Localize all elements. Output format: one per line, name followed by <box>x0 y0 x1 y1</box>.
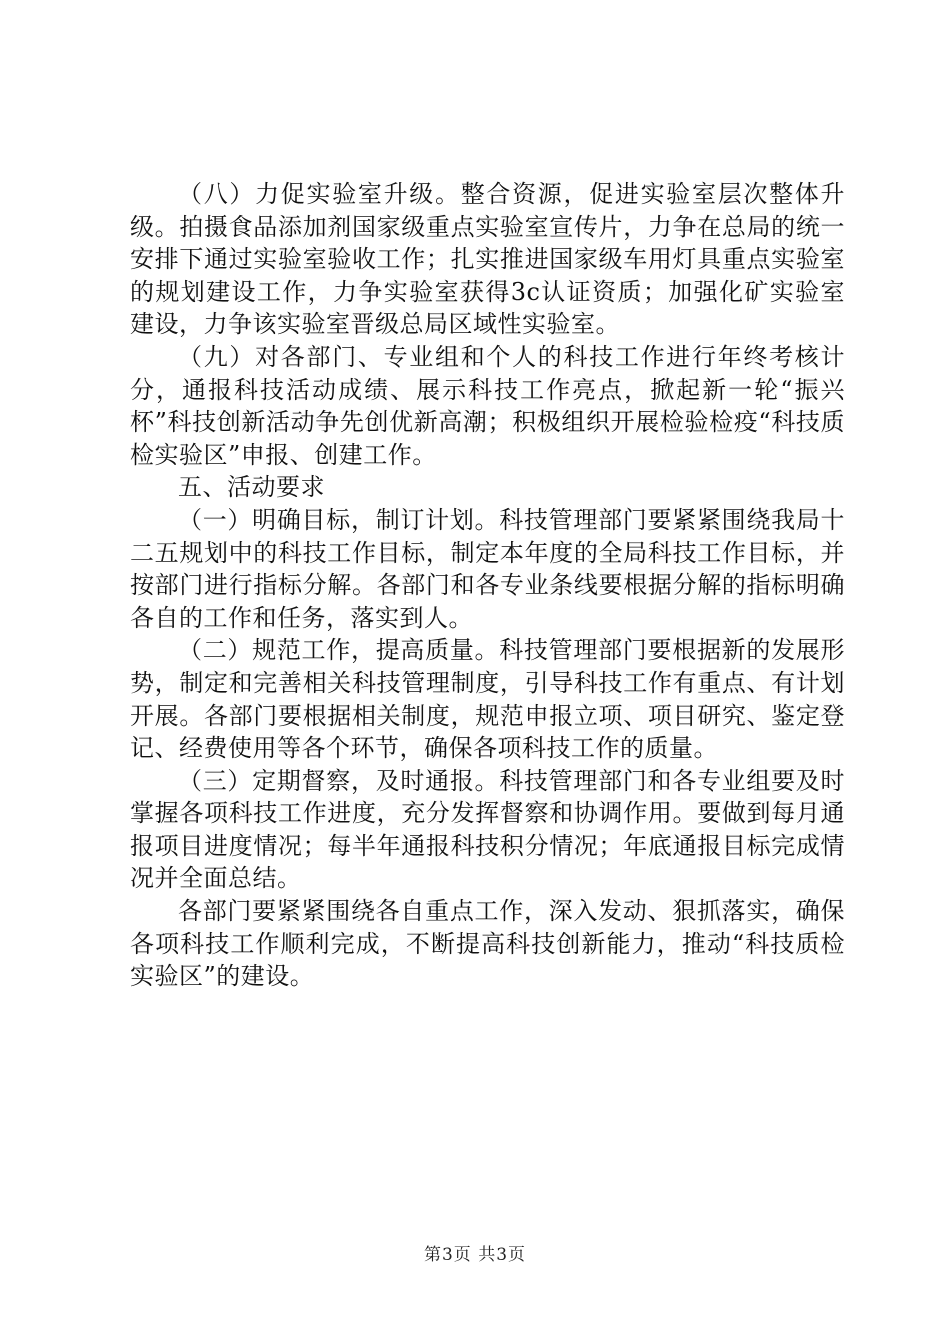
document-body <box>130 178 845 993</box>
paragraph-item-8: （八）力促实验室升级。整合资源，促进实验室层次整体升级。拍摄食品添加剂国家级重点实验室宣传片，力争在总局的统一安排下通过实验室验收工作；扎实推进国家级车用灯具重点实验室的规划建设工作，力争实验室获得3c认证资质；加强化矿实验室建设，力争该实验室晋级总局区域性实验室。 <box>130 180 845 339</box>
page-number-label: 第3页 共3页 <box>423 1245 527 1265</box>
requirement-item-1: （一）明确目标，制订计划。科技管理部门要紧紧围绕我局十二五规划中的科技工作目标，制定本年度的全局科技工作目标，并按部门进行指标分解。各部门和各专业条线要根据分解的指标明确各自的工作和任务，落实到人。 <box>130 505 845 632</box>
paragraph-item-9: （九）对各部门、专业组和个人的科技工作进行年终考核计分，通报科技活动成绩、展示科技工作亮点，掀起新一轮“振兴杯”科技创新活动争先创优新高潮；积极组织开展检验检疫“科技质检实验区”申报、创建工作。 <box>130 342 845 469</box>
requirement-item-3: （三）定期督察，及时通报。科技管理部门和各专业组要及时掌握各项科技工作进度，充分发挥督察和协调作用。要做到每月通报项目进度情况；每半年通报科技积分情况；年底通报目标完成情况并全面总结。 <box>130 766 845 893</box>
requirement-item-2: （二）规范工作，提高质量。科技管理部门要根据新的发展形势，制定和完善相关科技管理制度，引导科技工作有重点、有计划开展。各部门要根据相关制度，规范申报立项、项目研究、鉴定登记、经费使用等各个环节，确保各项科技工作的质量。 <box>130 636 845 763</box>
closing-paragraph: 各部门要紧紧围绕各自重点工作，深入发动、狠抓落实，确保各项科技工作顺利完成，不断提高科技创新能力，推动“科技质检实验区”的建设。 <box>130 897 845 991</box>
page-footer <box>0 1244 950 1266</box>
section-heading-activity-requirements: 五、活动要求 <box>178 473 325 502</box>
